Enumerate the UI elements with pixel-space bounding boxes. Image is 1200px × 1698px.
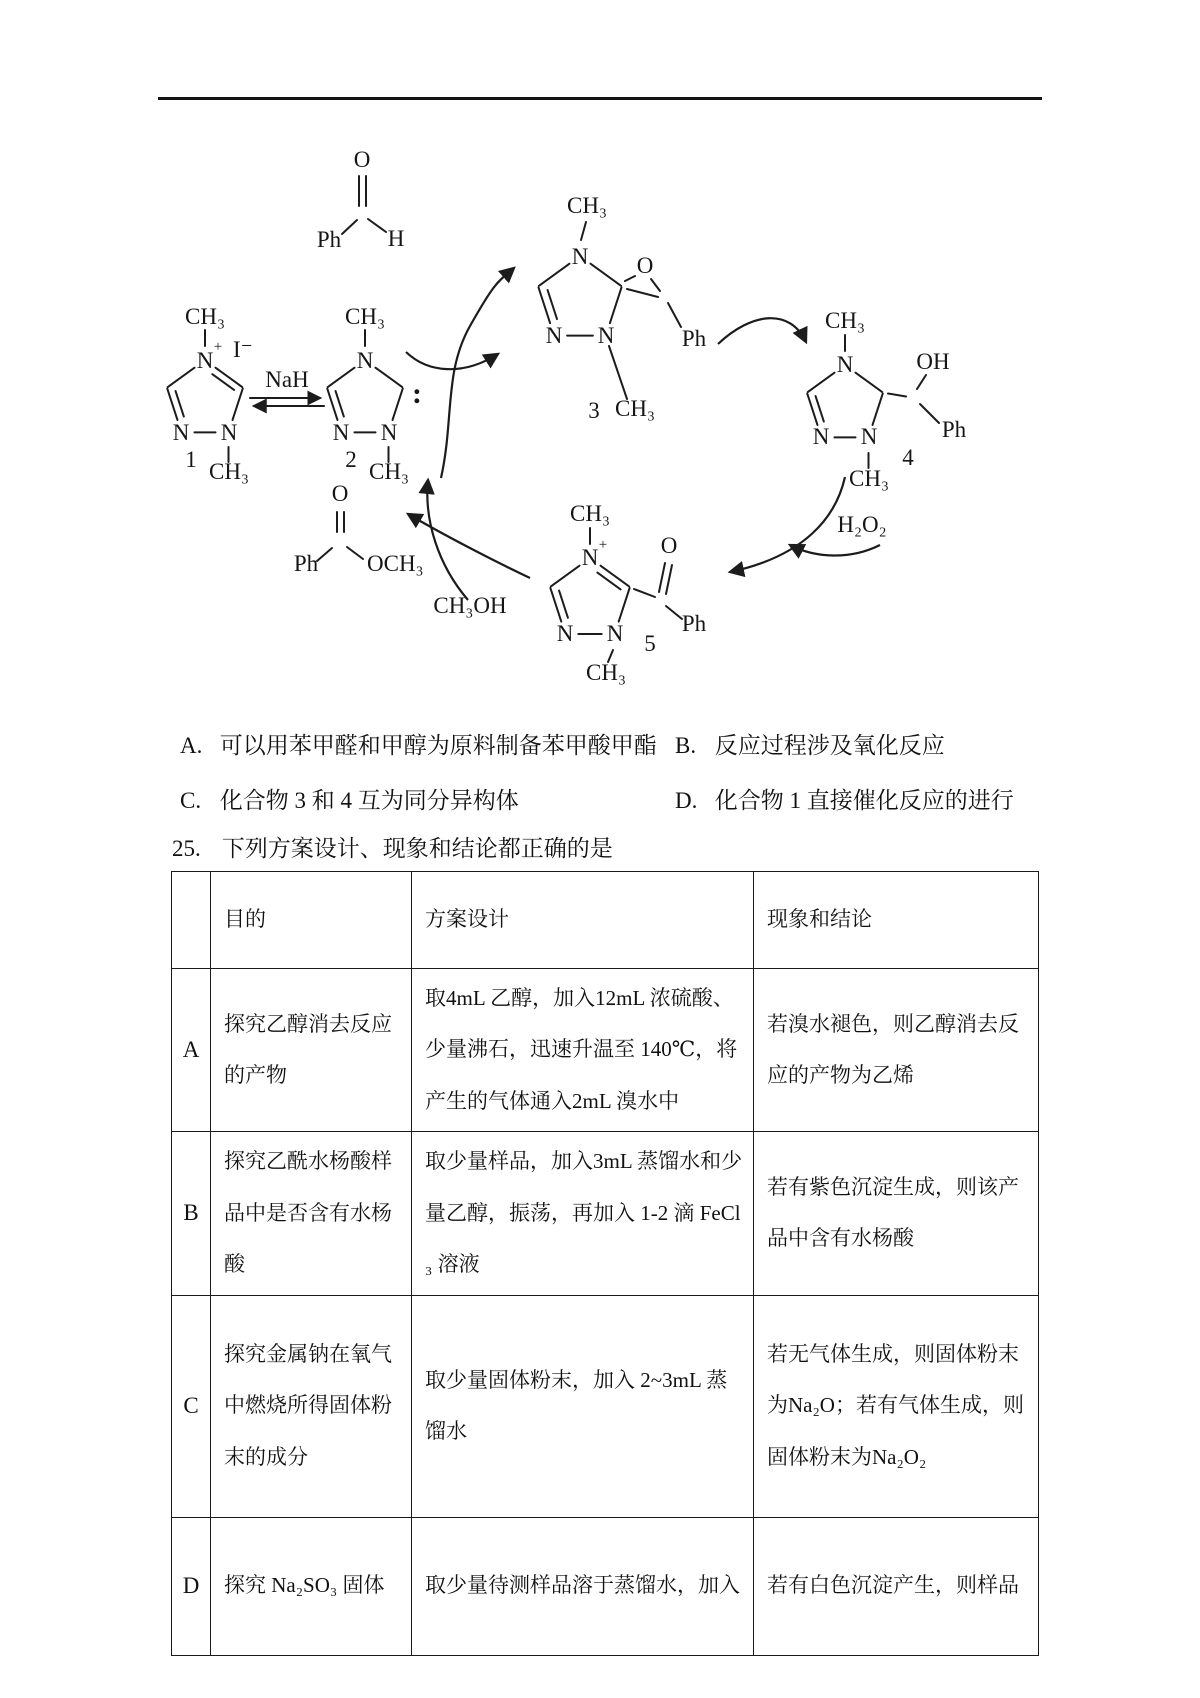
option-b [675, 727, 945, 760]
row-d-purpose: 探究 Na₂SO₃ 固体 [211, 1517, 412, 1655]
reaction-arrows [406, 268, 880, 600]
diagram-label: N [220, 420, 238, 445]
row-d-plan: 取少量待测样品溶于蒸馏水，加入 [412, 1517, 754, 1655]
question-25 [172, 830, 613, 863]
diagram-label: CH₃ [369, 459, 409, 484]
diagram-label: Ph [293, 551, 319, 576]
table-row [172, 969, 1039, 1132]
diagram-label: CH₃ [586, 660, 626, 685]
diagram-label: CH₃ [849, 466, 889, 491]
diagram-label: N [606, 621, 624, 646]
row-b-result: 若有紫色沉淀生成，则该产品中含有水杨酸 [754, 1132, 1039, 1295]
row-d-key: D [172, 1517, 211, 1655]
diagram-label: CH₃ [570, 501, 610, 526]
diagram-label: N [571, 244, 589, 269]
option-c [180, 782, 519, 815]
row-d-result: 若有白色沉淀产生，则样品 [754, 1517, 1039, 1655]
diagram-label: 1 [185, 447, 197, 472]
diagram-label: CH₃ [615, 396, 655, 421]
option-a [180, 727, 657, 760]
row-c-result: 若无气体生成，则固体粉末为Na₂O；若有气体生成，则固体粉末为Na₂O₂ [754, 1295, 1039, 1517]
row-c-key: C [172, 1295, 211, 1517]
header-plan: 方案设计 [412, 872, 754, 969]
diagram-label: NaH [265, 367, 309, 392]
row-a-purpose: 探究乙醇消去反应的产物 [211, 969, 412, 1132]
diagram-label: N [356, 348, 374, 373]
diagram-label: OH [916, 349, 950, 374]
diagram-label: H₂O₂ [837, 512, 887, 537]
diagram-label: N [556, 621, 574, 646]
row-b-purpose: 探究乙酰水杨酸样品中是否含有水杨酸 [211, 1132, 412, 1295]
header-blank [172, 872, 211, 969]
row-b-key: B [172, 1132, 211, 1295]
option-a-label: A. [180, 733, 203, 758]
header-purpose: 目的 [211, 872, 412, 969]
diagram-labels [173, 147, 967, 685]
experiment-table [171, 871, 1039, 1656]
diagram-label: I⁻ [233, 337, 253, 362]
option-d-label: D. [675, 788, 698, 813]
option-b-text: 反应过程涉及氧化反应 [714, 733, 945, 758]
diagram-label: Ph [316, 227, 342, 252]
diagram-label: 5 [644, 631, 656, 656]
row-a-plan: 取4mL 乙醇，加入12mL 浓硫酸、少量沸石，迅速升温至 140℃，将产生的气体通入2mL 溴水中 [412, 969, 754, 1132]
diagram-label: 3 [588, 398, 600, 423]
question-25-number: 25. [172, 836, 201, 861]
diagram-label: CH₃ [825, 308, 865, 333]
header-result: 现象和结论 [754, 872, 1039, 969]
diagram-label: O [331, 481, 349, 506]
diagram-label: Ph [681, 611, 707, 636]
table-row [172, 1517, 1039, 1655]
table-row [172, 1132, 1039, 1295]
diagram-label: N [172, 420, 190, 445]
diagram-label: CH₃ [209, 459, 249, 484]
diagram-label: H [387, 226, 405, 251]
diagram-label: + [213, 339, 223, 355]
diagram-label: + [598, 537, 608, 553]
diagram-label: N [597, 323, 615, 348]
option-a-text: 可以用苯甲醛和甲醇为原料制备苯甲酸甲酯 [219, 733, 657, 758]
diagram-label: Ph [681, 326, 707, 351]
option-d-text: 化合物 1 直接催化反应的进行 [714, 788, 1014, 813]
diagram-label: CH₃ [185, 304, 225, 329]
diagram-label: OCH₃ [367, 551, 424, 576]
diagram-label: N [860, 424, 878, 449]
reaction-cycle-diagram [0, 0, 1200, 700]
table-header-row [172, 872, 1039, 969]
diagram-label: N [332, 420, 350, 445]
row-a-key: A [172, 969, 211, 1132]
diagram-label: N [196, 348, 214, 373]
row-b-plan: 取少量样品，加入3mL 蒸馏水和少量乙醇，振荡，再加入 1-2 滴 FeCl₃ 溶液 [412, 1132, 754, 1295]
diagram-label: 4 [902, 445, 914, 470]
diagram-label: CH₃ [567, 193, 607, 218]
option-c-label: C. [180, 788, 202, 813]
diagram-label: O [636, 253, 654, 278]
diagram-label: O [660, 533, 678, 558]
option-d [675, 782, 1014, 815]
diagram-label: N [545, 323, 563, 348]
option-c-text: 化合物 3 和 4 互为同分异构体 [219, 788, 519, 813]
diagram-label: O [353, 147, 371, 172]
diagram-label: N [812, 424, 830, 449]
diagram-label: N [581, 545, 599, 570]
diagram-label: N [836, 352, 854, 377]
row-c-plan: 取少量固体粉末，加入 2~3mL 蒸馏水 [412, 1295, 754, 1517]
row-a-result: 若溴水褪色，则乙醇消去反应的产物为乙烯 [754, 969, 1039, 1132]
option-b-label: B. [675, 733, 697, 758]
diagram-label: Ph [941, 417, 967, 442]
row-c-purpose: 探究金属钠在氧气中燃烧所得固体粉末的成分 [211, 1295, 412, 1517]
table-row [172, 1295, 1039, 1517]
diagram-label: CH₃ [345, 304, 385, 329]
question-25-text: 下列方案设计、现象和结论都正确的是 [221, 836, 613, 861]
diagram-label: CH₃OH [433, 593, 507, 618]
diagram-label: 2 [345, 447, 357, 472]
diagram-label: N [380, 420, 398, 445]
diagram-label: : [412, 377, 422, 410]
